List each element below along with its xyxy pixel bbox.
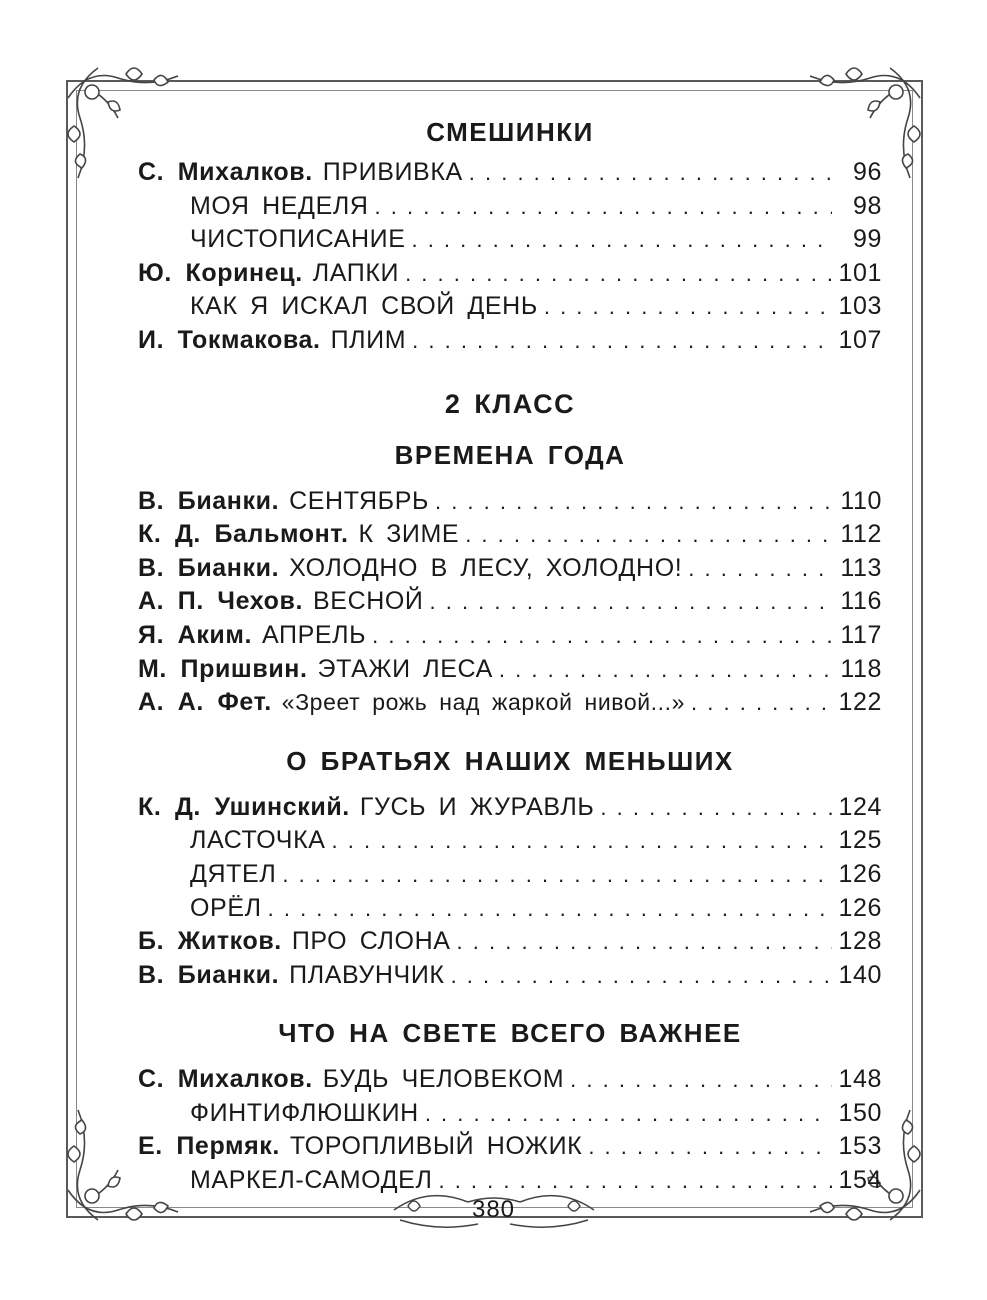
dot-leader bbox=[282, 859, 832, 892]
dot-leader bbox=[691, 687, 832, 720]
toc-entry-page: 96 bbox=[852, 158, 882, 186]
grade-title: 2 КЛАСС bbox=[444, 388, 576, 419]
toc-entry[interactable] bbox=[138, 824, 882, 858]
toc-entry[interactable] bbox=[138, 324, 882, 358]
toc-entry-page: 153 bbox=[838, 1132, 882, 1161]
toc-entry-title: ВЕСНОЙ bbox=[313, 587, 424, 616]
dot-leader bbox=[268, 893, 832, 926]
toc-entry-author: Е. Пермяк. bbox=[138, 1132, 280, 1161]
toc-entry-page: 128 bbox=[838, 927, 882, 956]
toc-entry-page: 98 bbox=[852, 191, 882, 220]
dot-leader bbox=[412, 325, 832, 358]
toc-entry-page: 110 bbox=[840, 486, 882, 515]
toc-entry-page: 126 bbox=[838, 893, 882, 922]
toc-entry[interactable] bbox=[138, 1097, 882, 1131]
dot-leader bbox=[499, 654, 832, 687]
toc-entry-author: М. Пришвин. bbox=[138, 654, 308, 683]
toc-entry[interactable] bbox=[138, 485, 882, 519]
toc-entry-title: АПРЕЛЬ bbox=[262, 620, 367, 649]
dot-leader bbox=[425, 1098, 832, 1131]
toc-entry-page: 101 bbox=[838, 258, 882, 287]
toc-entry[interactable] bbox=[138, 1164, 882, 1198]
toc-entry[interactable] bbox=[138, 1130, 882, 1164]
toc-entry-page: 124 bbox=[838, 792, 882, 821]
toc-entry-author: В. Бианки. bbox=[138, 486, 280, 515]
toc-entry-title: ТОРОПЛИВЫЙ НОЖИК bbox=[289, 1132, 583, 1161]
toc-entry-title: ЛАСТОЧКА bbox=[190, 826, 326, 855]
toc-entry-title: ОРЁЛ bbox=[190, 893, 262, 922]
toc-entry-page: 154 bbox=[838, 1166, 882, 1195]
toc-entry-page: 103 bbox=[838, 292, 882, 321]
toc-entry[interactable] bbox=[138, 858, 882, 892]
toc-entry-page: 99 bbox=[852, 225, 882, 254]
dot-leader bbox=[430, 586, 833, 619]
dot-leader bbox=[588, 1131, 832, 1164]
dot-leader bbox=[465, 519, 832, 552]
toc-entry[interactable] bbox=[138, 223, 882, 257]
toc-entry[interactable] bbox=[138, 156, 882, 190]
toc-entry[interactable] bbox=[138, 959, 882, 993]
toc-entry-author: И. Токмакова. bbox=[138, 325, 321, 354]
toc-entry-title: ПРИВИВКА bbox=[322, 158, 463, 186]
dot-leader bbox=[469, 157, 832, 190]
toc-entry-author: В. Бианки. bbox=[138, 960, 280, 989]
toc-entry-title: «Зреет рожь над жаркой нивой...» bbox=[281, 689, 686, 716]
dot-leader bbox=[372, 620, 832, 653]
toc-entry[interactable] bbox=[138, 257, 882, 291]
toc-entry-author: В. Бианки. bbox=[138, 553, 280, 582]
toc-entry-title: ДЯТЕЛ bbox=[190, 859, 277, 888]
toc-entry[interactable] bbox=[138, 190, 882, 224]
toc-entry-page: 122 bbox=[838, 688, 882, 717]
dot-leader bbox=[600, 792, 832, 825]
dot-leader bbox=[405, 258, 832, 291]
dot-leader bbox=[438, 1165, 832, 1198]
toc-entry-author: К. Д. Ушинский. bbox=[138, 792, 350, 821]
toc-entry-title: ХОЛОДНО В ЛЕСУ, ХОЛОДНО! bbox=[289, 553, 683, 582]
section-title-vremena-goda: ВРЕМЕНА ГОДА bbox=[394, 439, 626, 470]
toc-entry-title: ЭТАЖИ ЛЕСА bbox=[317, 654, 493, 683]
toc-entry-page: 107 bbox=[838, 325, 882, 354]
dot-leader bbox=[688, 553, 832, 586]
toc-entry-title: ФИНТИФЛЮШКИН bbox=[190, 1098, 419, 1127]
section-title-o-bratyah: О БРАТЬЯХ НАШИХ МЕНЬШИХ bbox=[286, 745, 734, 776]
toc-entry[interactable] bbox=[138, 518, 882, 552]
toc-entry[interactable] bbox=[138, 552, 882, 586]
toc-entry-title: ЧИСТОПИСАНИЕ bbox=[190, 225, 406, 254]
toc-entry-title: ПРО СЛОНА bbox=[291, 927, 451, 956]
dot-leader bbox=[435, 486, 832, 519]
toc-entry-title: МАРКЕЛ-САМОДЕЛ bbox=[190, 1166, 433, 1195]
toc-entry-author: Я. Аким. bbox=[138, 620, 253, 649]
toc-entry[interactable] bbox=[138, 686, 882, 720]
toc-entry-page: 126 bbox=[838, 859, 882, 888]
toc-entry-author: К. Д. Бальмонт. bbox=[138, 520, 349, 549]
toc-entry-page: 148 bbox=[838, 1065, 882, 1094]
toc-entry[interactable] bbox=[138, 925, 882, 959]
toc-entry-title: СЕНТЯБРЬ bbox=[289, 486, 429, 515]
toc-entry-title: БУДЬ ЧЕЛОВЕКОМ bbox=[322, 1065, 565, 1094]
section-title-chto-na-svete: ЧТО НА СВЕТЕ ВСЕГО ВАЖНЕЕ bbox=[278, 1018, 742, 1049]
toc-entry-page: 150 bbox=[838, 1098, 882, 1127]
toc-entry[interactable] bbox=[138, 1063, 882, 1097]
toc-entry-author: Ю. Коринец. bbox=[138, 258, 303, 287]
toc-entry-page: 116 bbox=[840, 587, 882, 616]
toc-entry-title: ПЛИМ bbox=[330, 325, 407, 354]
toc-entry-page: 117 bbox=[840, 620, 882, 649]
toc-entry-title: ЛАПКИ bbox=[312, 258, 400, 287]
toc-entry-page: 140 bbox=[838, 960, 882, 989]
dot-leader bbox=[332, 825, 832, 858]
toc-entry[interactable] bbox=[138, 653, 882, 687]
dot-leader bbox=[544, 291, 832, 324]
toc-entry-author: А. П. Чехов. bbox=[138, 587, 304, 616]
table-of-contents bbox=[138, 108, 882, 1198]
toc-entry-author: Б. Житков. bbox=[138, 927, 282, 956]
section-title-smeshinki: СМЕШИНКИ bbox=[426, 117, 594, 147]
toc-entry-title: К ЗИМЕ bbox=[358, 520, 460, 549]
toc-entry-title: ПЛАВУНЧИК bbox=[289, 960, 445, 989]
dot-leader bbox=[411, 224, 832, 257]
toc-entry-page: 113 bbox=[840, 553, 882, 582]
toc-entry[interactable] bbox=[138, 585, 882, 619]
toc-entry[interactable] bbox=[138, 290, 882, 324]
toc-entry-page: 125 bbox=[838, 826, 882, 855]
toc-entry-title: КАК Я ИСКАЛ СВОЙ ДЕНЬ bbox=[190, 292, 538, 321]
toc-entry-page: 112 bbox=[840, 520, 882, 549]
toc-entry-title: ГУСЬ И ЖУРАВЛЬ bbox=[359, 792, 595, 821]
dot-leader bbox=[457, 926, 832, 959]
dot-leader bbox=[570, 1064, 832, 1097]
toc-entry[interactable] bbox=[138, 619, 882, 653]
dot-leader bbox=[451, 960, 832, 993]
toc-entry-page: 118 bbox=[840, 654, 882, 683]
toc-entry-author: С. Михалков. bbox=[138, 158, 313, 186]
page-number: 380 bbox=[471, 1196, 516, 1223]
toc-entry-title: МОЯ НЕДЕЛЯ bbox=[190, 191, 369, 220]
toc-entry[interactable] bbox=[138, 892, 882, 926]
toc-entry-author: А. А. Фет. bbox=[138, 688, 272, 717]
dot-leader bbox=[375, 191, 832, 224]
toc-entry[interactable] bbox=[138, 791, 882, 825]
toc-entry-author: С. Михалков. bbox=[138, 1065, 313, 1094]
